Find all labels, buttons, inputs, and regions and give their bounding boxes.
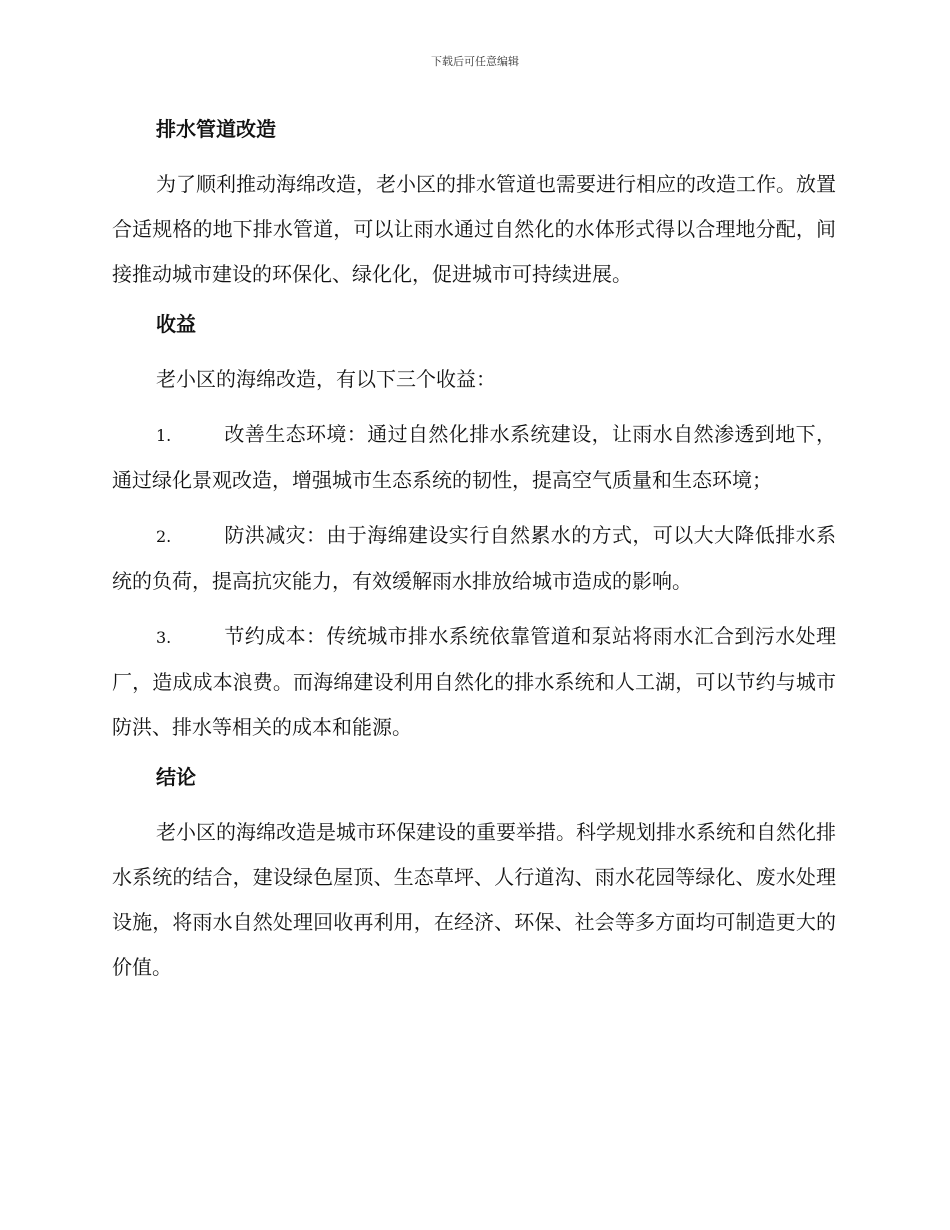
paragraph-benefits-intro: 老小区的海绵改造，有以下三个收益：	[156, 367, 496, 391]
paragraph-conclusion: 老小区的海绵改造是城市环保建设的重要举措。科学规划排水系统和自然化排水系统的结合，建设绿色屋顶、生态草坪、人行道沟、雨水花园等绿化、废水处理设施，将雨水自然处理回收再利用，在经济、环保、社会等多方面均可制造更大的价值。	[112, 820, 836, 979]
document-body	[112, 112, 836, 1000]
list-item	[112, 513, 836, 604]
section-heading-drainage: 排水管道改造	[156, 117, 276, 141]
list-item-number: 2.	[156, 527, 172, 546]
list-item	[112, 614, 836, 750]
list-item	[112, 412, 836, 503]
list-item-text: 改善生态环境：通过自然化排水系统建设，让雨水自然渗透到地下，通过绿化景观改造，增强城市生态系统的韧性，提高空气质量和生态环境；	[112, 422, 836, 492]
paragraph-drainage: 为了顺利推动海绵改造，老小区的排水管道也需要进行相应的改造工作。放置合适规格的地下排水管道，可以让雨水通过自然化的水体形式得以合理地分配，间接推动城市建设的环保化、绿化化，促进城市可持续进展。	[112, 172, 836, 286]
section-heading-conclusion: 结论	[156, 765, 196, 789]
section-heading-benefits: 收益	[156, 312, 196, 336]
list-item-text: 节约成本：传统城市排水系统依靠管道和泵站将雨水汇合到污水处理厂，造成成本浪费。而海绵建设利用自然化的排水系统和人工湖，可以节约与城市防洪、排水等相关的成本和能源。	[112, 624, 836, 739]
list-item-number: 3.	[156, 628, 172, 647]
list-item-text: 防洪减灾：由于海绵建设实行自然累水的方式，可以大大降低排水系统的负荷，提高抗灾能力，有效缓解雨水排放给城市造成的影响。	[112, 523, 836, 593]
list-item-number: 1.	[156, 426, 172, 445]
page-header-note: 下载后可任意编辑	[431, 55, 519, 68]
